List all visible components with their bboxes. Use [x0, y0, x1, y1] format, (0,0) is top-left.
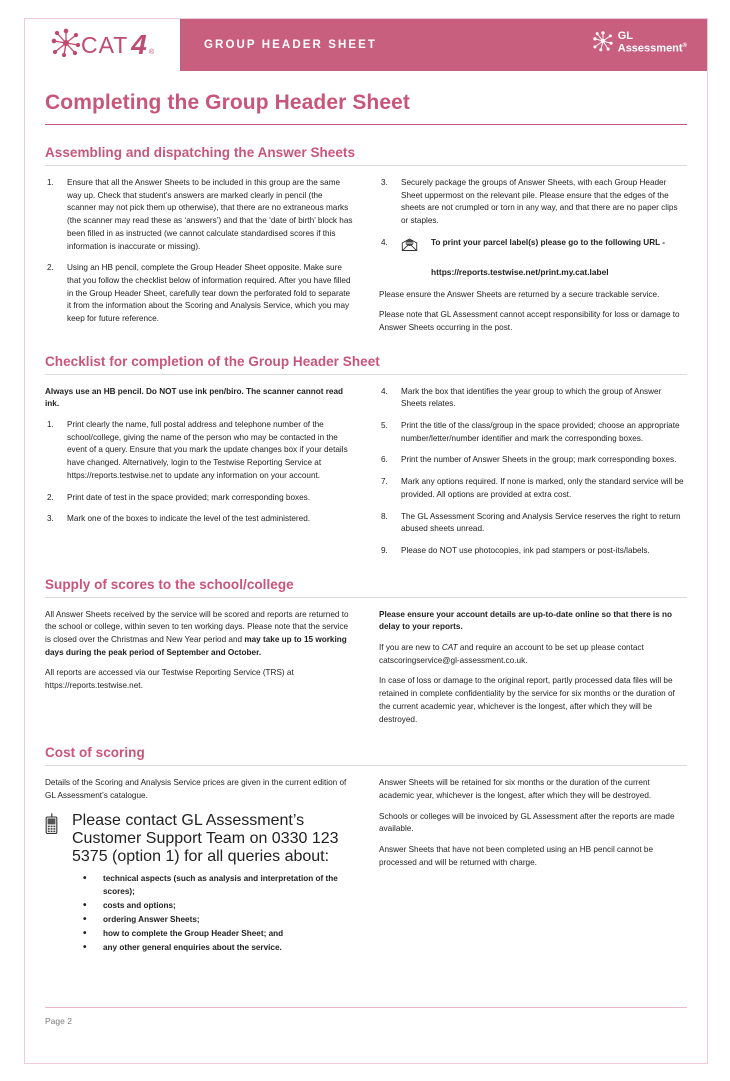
- cat4-starburst-icon: [51, 28, 81, 63]
- list-marker: 4.: [381, 386, 388, 396]
- list-marker: 2.: [47, 492, 54, 502]
- parcel-label-text: To print your parcel label(s) please go to the following URL -: [431, 237, 665, 247]
- gl-starburst-icon: [592, 30, 614, 57]
- list-item: [379, 420, 687, 445]
- cat4-registered-mark: ®: [148, 49, 155, 56]
- numbered-list-left: [45, 177, 353, 326]
- gl-wordmark: [618, 31, 687, 55]
- list-marker: 6.: [381, 455, 388, 465]
- section-title-supply: Supply of scores to the school/college: [45, 576, 294, 592]
- list-text: Securely package the groups of Answer Sheets, with each Group Header Sheet uppermost on the relevant pile. Please ensure that the edges of the sheets are not crumpled or torn in any way, and that there are no paper clips or staples.: [401, 178, 678, 226]
- right-column: [379, 777, 687, 955]
- paragraph: [45, 609, 353, 660]
- paragraph: All reports are accessed via our Testwise Reporting Service (TRS) at https://reports.testwise.net.: [45, 668, 294, 691]
- section-title-assembling: Assembling and dispatching the Answer Sheets: [45, 145, 356, 160]
- title-rule: [45, 124, 687, 125]
- list-item: [45, 262, 353, 326]
- list-item: [379, 476, 687, 501]
- paragraph: Answer Sheets will be retained for six months or the duration of the current academic year, whichever is the longest, after which they will be destroyed.: [379, 778, 652, 800]
- numbered-list-right: [379, 386, 687, 558]
- gl-line-1: GL: [617, 30, 634, 43]
- section-rule: [45, 597, 687, 598]
- list-item: • ordering Answer Sheets;: [83, 913, 353, 926]
- list-marker: 9.: [381, 545, 388, 555]
- list-item-parcel-label: [379, 237, 687, 279]
- left-column: [45, 609, 353, 727]
- parcel-label-url[interactable]: https://reports.testwise.net/print.my.cat.label: [431, 266, 609, 277]
- footer-rule: [45, 1007, 687, 1008]
- paragraph-bold-tail: may take up to 15 working days during the peak period of September and October.: [45, 635, 347, 657]
- section-rule: [45, 765, 687, 766]
- list-marker: 1.: [47, 178, 54, 187]
- paragraph: In case of loss or damage to the original report, partly processed data files will be retained in complete confidentiality by the service for six months or the duration of the current academic year, whichever is the longest, after which they will be destroyed.: [379, 676, 675, 724]
- section-checklist: [45, 354, 687, 558]
- left-column: [45, 386, 353, 558]
- cat-italic: CAT: [441, 643, 458, 653]
- list-marker: 5.: [381, 421, 388, 431]
- section-assembling: [45, 145, 687, 335]
- list-text: Mark any options required. If none is marked, only the standard service will be provided. All options are provided at extra cost.: [401, 477, 684, 499]
- section-supply-of-scores: [45, 577, 687, 727]
- list-marker: 3.: [381, 178, 388, 187]
- right-column: [379, 177, 687, 335]
- numbered-list-right: [379, 177, 687, 279]
- query-topics-list: [45, 872, 353, 955]
- list-text: Print date of test in the space provided; mark corresponding boxes.: [67, 492, 311, 502]
- list-marker: 4.: [381, 237, 388, 247]
- cat4-wordmark: [81, 31, 154, 59]
- cat4-number: 4: [131, 29, 147, 60]
- paragraph-text-b: and require an account to be set up please contact catscoringservice@gl-assessment.co.uk.: [379, 643, 644, 665]
- cat4-word: CAT: [80, 31, 129, 58]
- list-item: [45, 419, 353, 483]
- paragraph-text-a: If you are new to: [379, 643, 442, 653]
- right-column: [379, 609, 687, 727]
- list-item: • any other general enquiries about the service.: [83, 941, 353, 954]
- list-marker: 8.: [381, 511, 388, 521]
- numbered-list-left: [45, 419, 353, 526]
- gl-registered-mark: ®: [682, 43, 687, 50]
- list-marker: 3.: [47, 514, 54, 524]
- paragraph-bold: Please ensure your account details are up-to-date online so that there is no delay to your reports.: [379, 609, 672, 632]
- header-sheet-title: GROUP HEADER SHEET: [204, 39, 378, 51]
- phone-icon: [45, 812, 63, 840]
- two-column-layout: [45, 177, 687, 335]
- list-item: [379, 545, 687, 558]
- paragraph: Details of the Scoring and Analysis Service prices are given in the current edition of GL Assessment’s catalogue.: [45, 778, 347, 800]
- list-item: • costs and options;: [83, 899, 353, 912]
- list-text: Mark the box that identifies the year group to which the group of Answer Sheets relates.: [401, 386, 662, 409]
- list-item: [379, 177, 687, 228]
- list-marker: 2.: [47, 263, 54, 273]
- customer-support-text: Please contact GL Assessment’s Customer Support Team on 0330 123 5375 (option 1) for all queries about:: [72, 811, 339, 865]
- list-text: Print the title of the class/group in the space provided; choose an appropriate number/letter/number identifier and mark the corresponding boxes.: [401, 421, 680, 443]
- paragraph: Schools or colleges will be invoiced by GL Assessment after the reports are made available.: [379, 811, 675, 834]
- customer-support-block: [45, 812, 353, 866]
- left-column: [45, 177, 353, 335]
- list-text: Print the number of Answer Sheets in the group; mark corresponding boxes.: [401, 455, 677, 465]
- paragraph: Please note that GL Assessment cannot accept responsibility for loss or damage to Answer Sheets occurring in the post.: [379, 310, 680, 332]
- two-column-layout: [45, 609, 687, 727]
- gl-assessment-logo: [592, 30, 687, 57]
- paragraph-text: All Answer Sheets received by the service will be scored and reports are returned to the school or college, within seven to ten working days. Please note that the service is closed over the Christmas and New Year period and: [45, 609, 349, 645]
- page-number: Page 2: [45, 1016, 72, 1026]
- right-paragraphs: [379, 289, 687, 335]
- section-title-checklist: Checklist for completion of the Group Header Sheet: [45, 353, 380, 369]
- left-column: [45, 777, 353, 955]
- section-title-cost: Cost of scoring: [45, 745, 145, 761]
- parcel-label-block: [401, 237, 687, 257]
- list-text: Please do NOT use photocopies, ink pad stampers or post-its/labels.: [401, 545, 650, 555]
- right-column: [379, 386, 687, 558]
- cat4-logo-plate: [25, 19, 180, 71]
- checklist-intro: Always use an HB pencil. Do NOT use ink pen/biro. The scanner cannot read ink.: [45, 386, 344, 409]
- gl-line-2: Assessment®: [617, 42, 687, 55]
- list-item: [379, 386, 687, 411]
- list-item: [45, 513, 353, 526]
- section-rule: [45, 165, 687, 166]
- list-item: [45, 177, 353, 253]
- list-item: [45, 492, 353, 505]
- list-text: Ensure that all the Answer Sheets to be included in this group are the same way up. Check that student’s answers are marked clearly in pencil (the scanner may not pick them up otherwise), that there are no extraneous marks (the scanner may read these as ‘answers’) and that the ‘date of birth’ block has been filled in as instructed (we cannot calculate standardised scores if this information is inaccurate or missing).: [67, 178, 353, 251]
- list-marker: 1.: [47, 420, 54, 430]
- two-column-layout: [45, 386, 687, 558]
- paragraph: Answer Sheets that have not been completed using an HB pencil cannot be processed and will be returned with charge.: [379, 845, 654, 867]
- envelope-icon: [401, 237, 421, 257]
- document-content: [25, 71, 707, 974]
- section-cost-of-scoring: [45, 745, 687, 955]
- list-item: • how to complete the Group Header Sheet; and: [83, 927, 353, 940]
- list-item: [379, 511, 687, 536]
- list-text: The GL Assessment Scoring and Analysis Service reserves the right to return abused sheets unread.: [401, 511, 681, 534]
- list-marker: 7.: [381, 477, 388, 487]
- document-header-band: [25, 19, 707, 71]
- paragraph: Please ensure the Answer Sheets are returned by a secure trackable service.: [379, 289, 660, 299]
- list-text: Mark one of the boxes to indicate the level of the test administered.: [67, 514, 311, 524]
- list-item: • technical aspects (such as analysis and interpretation of the scores);: [83, 872, 353, 898]
- list-text: Using an HB pencil, complete the Group Header Sheet opposite. Make sure that you follow the checklist below of information required. After you have filled in the Group Header Sheet, carefully tear down the perforated fold to separate it from the information about the Scoring and Analysis Service, which you may keep for future reference.: [67, 263, 351, 324]
- list-text: Print clearly the name, full postal address and telephone number of the school/college, giving the name of the person who may be contacted in the event of a query. Ensure that you mark the update changes box if your details have changed. Alternatively, login to the Testwise Reporting Service at https://reports.testwise.net to update any information on your account.: [67, 420, 348, 480]
- list-item: [379, 454, 687, 467]
- page-footer: [45, 1007, 687, 1026]
- page-title: Completing the Group Header Sheet: [45, 91, 411, 114]
- section-rule: [45, 374, 687, 375]
- two-column-layout: [45, 777, 687, 955]
- paragraph: [379, 642, 687, 667]
